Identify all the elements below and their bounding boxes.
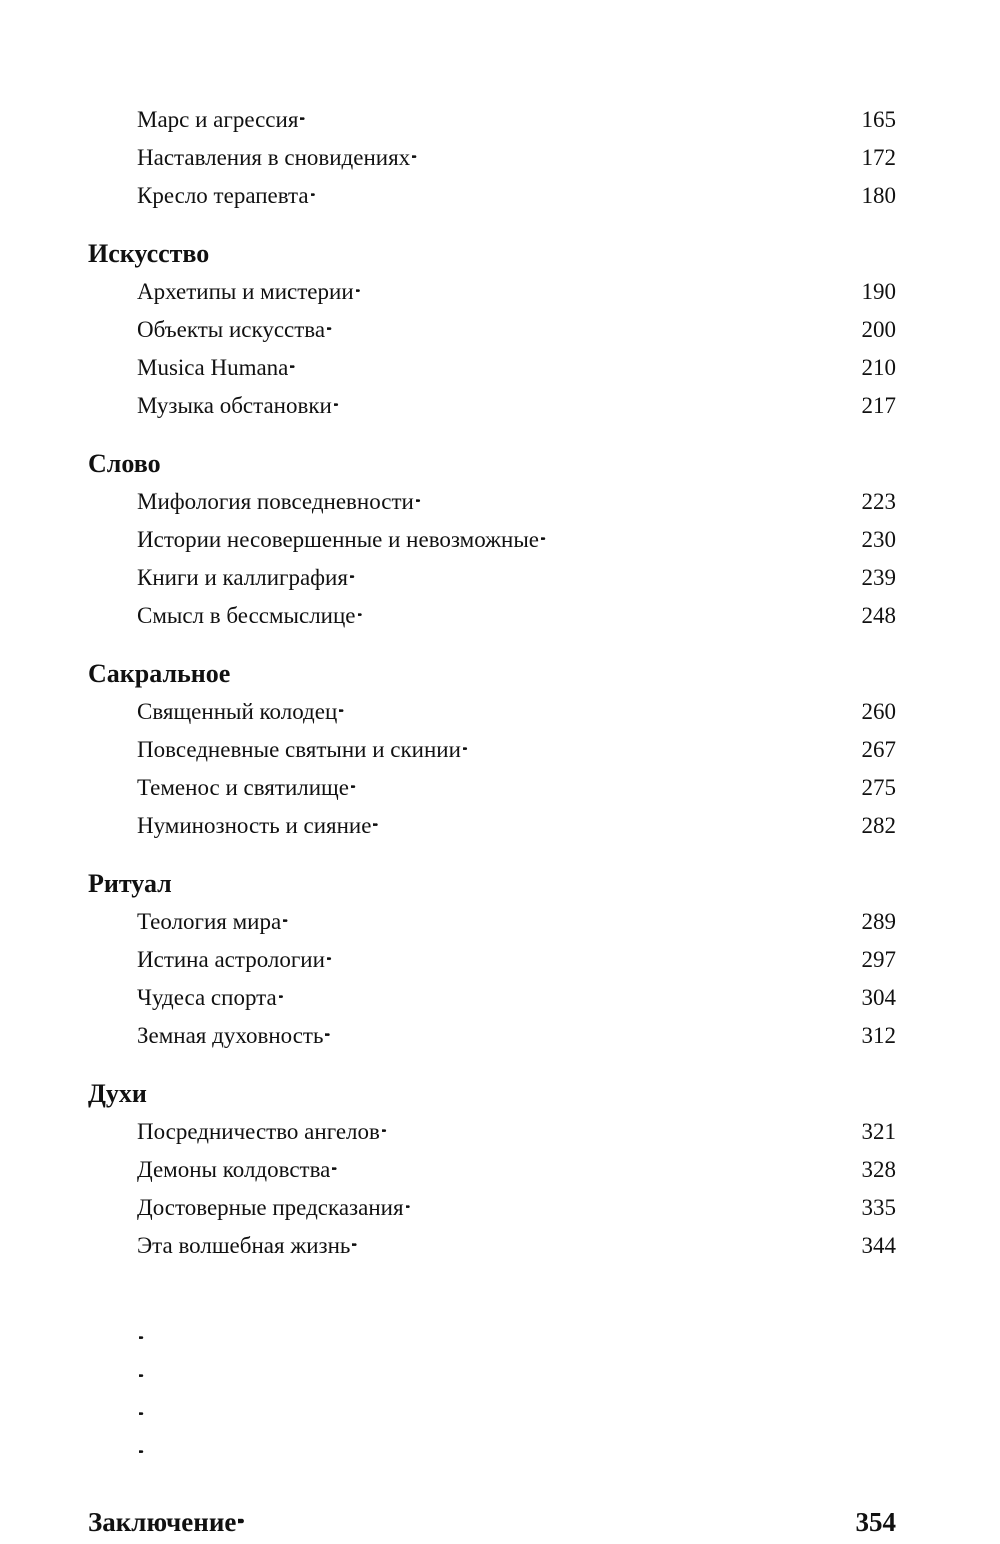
toc-entry <box>88 311 896 349</box>
toc-entry-page: 304 <box>861 985 896 1010</box>
toc-entry-page: 275 <box>861 775 896 800</box>
toc-entry-page: 210 <box>861 355 896 380</box>
leader-dots <box>352 1230 859 1253</box>
leader-dots <box>373 810 859 833</box>
toc-entry <box>88 1227 896 1265</box>
toc-entry-title: Повседневные святыни и скинии <box>137 737 461 762</box>
table-of-contents <box>88 101 896 1544</box>
toc-section <box>88 1075 896 1265</box>
toc-entry <box>88 1437 896 1475</box>
leader-dots <box>238 1504 853 1531</box>
toc-section <box>88 445 896 635</box>
toc-entry-title: Земная духовность <box>137 1023 324 1048</box>
leader-dots <box>327 314 859 337</box>
toc-entry <box>88 807 896 845</box>
leader-dots <box>279 982 860 1005</box>
toc-entry <box>88 693 896 731</box>
leader-dots <box>350 562 860 585</box>
toc-entry-title: Посредничество ангелов <box>137 1119 380 1144</box>
toc-entry-page: 165 <box>861 107 896 132</box>
toc-entry-title: Чудеса спорта <box>137 985 277 1010</box>
toc-entry <box>88 1151 896 1189</box>
leader-dots <box>412 142 859 165</box>
toc-entry-title: Объекты искусства <box>137 317 326 342</box>
section-heading: Духи <box>88 1079 147 1108</box>
toc-entry-title: Священный колодец <box>137 699 338 724</box>
leader-dots <box>406 1192 860 1215</box>
toc-entry-page: 344 <box>861 1233 896 1258</box>
conclusion-title: Заключение <box>88 1507 237 1537</box>
toc-section <box>88 235 896 425</box>
conclusion-page: 354 <box>855 1507 896 1537</box>
toc-entry-title: Наставления в сновидениях <box>137 145 411 170</box>
toc-entry <box>88 769 896 807</box>
toc-entry-title: Музыка обстановки <box>137 393 332 418</box>
toc-entry-page: 230 <box>861 527 896 552</box>
toc-entry-page: 335 <box>861 1195 896 1220</box>
toc-entry-title: Musica Humana <box>137 355 289 380</box>
toc-entry <box>88 273 896 311</box>
toc-entry-title: Теменос и святилище <box>137 775 349 800</box>
toc-entry-title: Истории несовершенные и невозможные <box>137 527 539 552</box>
toc-entry-title: Мифология повседневности <box>137 489 414 514</box>
section-heading: Ритуал <box>88 869 172 898</box>
toc-entry-page: 200 <box>861 317 896 342</box>
toc-entry-title: Достоверные предсказания <box>137 1195 404 1220</box>
toc-entry-page: 239 <box>861 565 896 590</box>
toc-entry <box>88 1113 896 1151</box>
toc-section <box>88 655 896 845</box>
leader-dots <box>283 906 859 929</box>
leader-dots <box>139 1361 894 1384</box>
toc-entry-title: Теология мира <box>137 909 282 934</box>
leader-dots <box>416 486 860 509</box>
toc-entry <box>88 979 896 1017</box>
toc-entry-page: 267 <box>861 737 896 762</box>
toc-entry-title: Демоны колдовства <box>137 1157 331 1182</box>
leader-dots <box>334 390 860 413</box>
toc-entry <box>88 731 896 769</box>
toc-entry-title: Кресло терапевта <box>137 183 309 208</box>
toc-entry-title: Эта волшебная жизнь <box>137 1233 351 1258</box>
leader-dots <box>356 276 860 299</box>
leader-dots <box>139 1323 894 1346</box>
toc-entry <box>88 1399 896 1437</box>
toc-conclusion <box>88 1500 896 1544</box>
toc-entry <box>88 559 896 597</box>
toc-entry-page: 312 <box>861 1023 896 1048</box>
leader-dots <box>327 944 860 967</box>
leader-dots <box>311 180 860 203</box>
toc-entry <box>88 387 896 425</box>
toc-entry-title: Истина астрологии <box>137 947 325 972</box>
toc-entry <box>88 177 896 215</box>
toc-entry-page: 217 <box>861 393 896 418</box>
toc-section <box>88 1285 896 1475</box>
toc-entry-page: 248 <box>861 603 896 628</box>
toc-entry-page: 282 <box>861 813 896 838</box>
toc-entry-page: 297 <box>861 947 896 972</box>
toc-entry-page: 172 <box>861 145 896 170</box>
toc-entry <box>88 483 896 521</box>
toc-section <box>88 865 896 1055</box>
toc-entry <box>88 1323 896 1361</box>
leader-dots <box>139 1399 894 1422</box>
toc-entry-title: Книги и каллиграфия <box>137 565 348 590</box>
section-heading: Слово <box>88 449 161 478</box>
section-heading <box>88 1285 896 1323</box>
toc-entry <box>88 521 896 559</box>
toc-entry-title: Марс и агрессия <box>137 107 299 132</box>
toc-entry-page: 328 <box>861 1157 896 1182</box>
toc-entry <box>88 1017 896 1055</box>
toc-entry <box>88 1361 896 1399</box>
leader-dots <box>332 1154 859 1177</box>
leader-dots <box>339 696 859 719</box>
toc-entry <box>88 349 896 387</box>
toc-entry <box>88 597 896 635</box>
leader-dots <box>351 772 860 795</box>
toc-entry-page: 289 <box>861 909 896 934</box>
leader-dots <box>300 104 859 127</box>
toc-entry <box>88 139 896 177</box>
toc-entry-page: 180 <box>861 183 896 208</box>
toc-entry <box>88 101 896 139</box>
toc-intro-group <box>88 101 896 215</box>
leader-dots <box>463 734 860 757</box>
toc-entry <box>88 903 896 941</box>
toc-entry-page: 260 <box>861 699 896 724</box>
leader-dots <box>325 1020 859 1043</box>
leader-dots <box>139 1437 894 1460</box>
toc-entry-page: 223 <box>861 489 896 514</box>
toc-entry-page: 321 <box>861 1119 896 1144</box>
toc-entry <box>88 1189 896 1227</box>
toc-entry <box>88 941 896 979</box>
section-heading: Искусство <box>88 239 210 268</box>
toc-entry-title: Нуминозность и сияние <box>137 813 372 838</box>
toc-entry-page: 190 <box>861 279 896 304</box>
leader-dots <box>541 524 860 547</box>
leader-dots <box>382 1116 860 1139</box>
leader-dots <box>290 352 859 375</box>
toc-entry-title: Смысл в бессмыслице <box>137 603 356 628</box>
leader-dots <box>358 600 860 623</box>
section-heading: Сакральное <box>88 659 231 688</box>
toc-entry-title: Архетипы и мистерии <box>137 279 354 304</box>
